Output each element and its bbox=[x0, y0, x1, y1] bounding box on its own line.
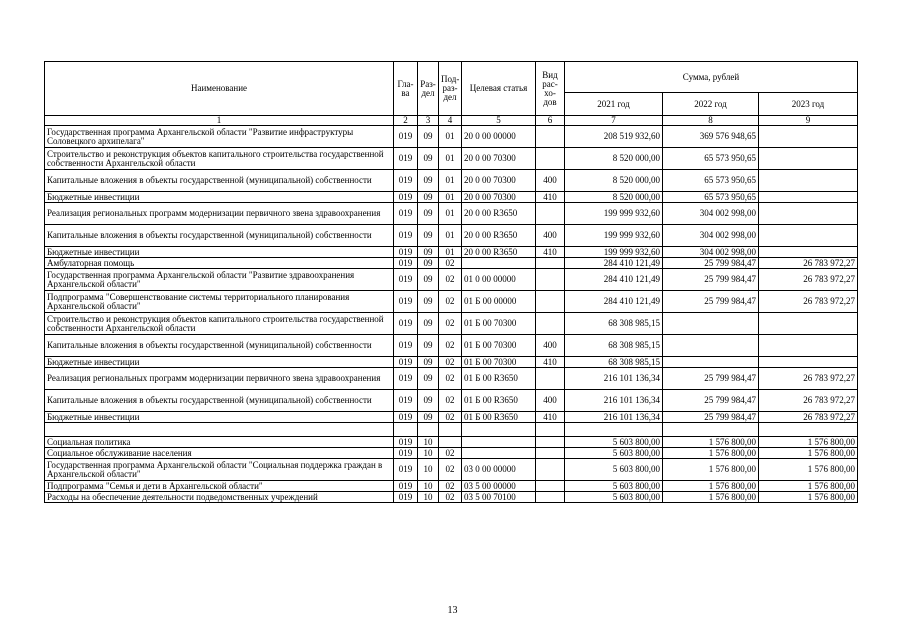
row-sum-2023: 26 783 972,27 bbox=[759, 291, 858, 313]
row-glava: 019 bbox=[394, 269, 418, 291]
row-name: Бюджетные инвестиции bbox=[45, 192, 394, 203]
row-glava: 019 bbox=[394, 481, 418, 492]
row-name: Капитальные вложения в объекты государственной (муниципальной) собственности bbox=[45, 170, 394, 192]
col-num: 5 bbox=[462, 116, 536, 126]
row-podrazdel: 02 bbox=[439, 357, 462, 368]
row-target: 20 0 00 00000 bbox=[462, 126, 536, 148]
col-num: 3 bbox=[418, 116, 439, 126]
row-sum-2021: 216 101 136,34 bbox=[565, 390, 663, 412]
table-row bbox=[45, 269, 858, 291]
row-razdel: 09 bbox=[418, 247, 439, 258]
row-target: 01 Б 00 R3650 bbox=[462, 390, 536, 412]
table-row bbox=[45, 481, 858, 492]
column-numbers-row bbox=[45, 116, 858, 126]
table-row bbox=[45, 148, 858, 170]
table-row bbox=[45, 390, 858, 412]
row-vid: 410 bbox=[536, 357, 565, 368]
page-number: 13 bbox=[447, 605, 458, 616]
row-podrazdel bbox=[439, 437, 462, 448]
row-glava: 019 bbox=[394, 437, 418, 448]
table-row bbox=[45, 423, 858, 437]
header-podrazdel: Под-раз-дел bbox=[439, 62, 462, 116]
row-sum-2023 bbox=[759, 148, 858, 170]
row-razdel: 09 bbox=[418, 170, 439, 192]
row-razdel: 09 bbox=[418, 357, 439, 368]
header-year-2022: 2022 год bbox=[663, 93, 759, 116]
row-podrazdel: 02 bbox=[439, 335, 462, 357]
table-row bbox=[45, 437, 858, 448]
table-row bbox=[45, 368, 858, 390]
row-name: Капитальные вложения в объекты государственной (муниципальной) собственности bbox=[45, 335, 394, 357]
row-sum-2022: 1 576 800,00 bbox=[663, 481, 759, 492]
row-razdel: 09 bbox=[418, 126, 439, 148]
row-sum-2023: 1 576 800,00 bbox=[759, 481, 858, 492]
row-sum-2022: 25 799 984,47 bbox=[663, 291, 759, 313]
budget-table bbox=[44, 61, 858, 503]
row-podrazdel: 02 bbox=[439, 269, 462, 291]
row-vid bbox=[536, 423, 565, 437]
row-target: 01 Б 00 70300 bbox=[462, 357, 536, 368]
col-num: 9 bbox=[759, 116, 858, 126]
col-num: 2 bbox=[394, 116, 418, 126]
col-num: 6 bbox=[536, 116, 565, 126]
row-sum-2022: 25 799 984,47 bbox=[663, 412, 759, 423]
table-row bbox=[45, 225, 858, 247]
row-podrazdel: 02 bbox=[439, 412, 462, 423]
row-sum-2021: 199 999 932,60 bbox=[565, 203, 663, 225]
row-target bbox=[462, 448, 536, 459]
row-razdel: 09 bbox=[418, 148, 439, 170]
row-sum-2022: 25 799 984,47 bbox=[663, 258, 759, 269]
header-sum: Сумма, рублей bbox=[565, 62, 858, 93]
row-podrazdel: 02 bbox=[439, 459, 462, 481]
row-sum-2022: 369 576 948,65 bbox=[663, 126, 759, 148]
row-vid bbox=[536, 368, 565, 390]
row-name: Государственная программа Архангельской области "Развитие инфраструктуры Соловецкого архипелага" bbox=[45, 126, 394, 148]
row-sum-2021: 199 999 932,60 bbox=[565, 225, 663, 247]
row-sum-2022: 25 799 984,47 bbox=[663, 390, 759, 412]
row-target bbox=[462, 437, 536, 448]
header-razdel: Раз-дел bbox=[418, 62, 439, 116]
row-glava: 019 bbox=[394, 492, 418, 503]
row-target: 01 Б 00 70300 bbox=[462, 313, 536, 335]
row-sum-2021: 284 410 121,49 bbox=[565, 291, 663, 313]
table-row bbox=[45, 126, 858, 148]
row-sum-2021: 8 520 000,00 bbox=[565, 170, 663, 192]
row-glava: 019 bbox=[394, 258, 418, 269]
row-vid: 400 bbox=[536, 225, 565, 247]
row-sum-2021: 216 101 136,34 bbox=[565, 412, 663, 423]
table-row bbox=[45, 412, 858, 423]
row-sum-2022: 25 799 984,47 bbox=[663, 269, 759, 291]
row-podrazdel: 02 bbox=[439, 368, 462, 390]
table-row bbox=[45, 170, 858, 192]
table-row bbox=[45, 247, 858, 258]
row-name: Подпрограмма "Совершенствование системы территориального планирования Архангельской области" bbox=[45, 291, 394, 313]
row-sum-2023: 1 576 800,00 bbox=[759, 492, 858, 503]
row-vid: 400 bbox=[536, 335, 565, 357]
row-sum-2021: 68 308 985,15 bbox=[565, 335, 663, 357]
row-target: 03 0 00 00000 bbox=[462, 459, 536, 481]
row-sum-2021: 199 999 932,60 bbox=[565, 247, 663, 258]
row-podrazdel: 01 bbox=[439, 203, 462, 225]
row-vid: 410 bbox=[536, 247, 565, 258]
col-num: 7 bbox=[565, 116, 663, 126]
row-razdel: 09 bbox=[418, 269, 439, 291]
header-year-2023: 2023 год bbox=[759, 93, 858, 116]
row-razdel: 09 bbox=[418, 368, 439, 390]
row-sum-2023: 26 783 972,27 bbox=[759, 390, 858, 412]
row-target: 01 Б 00 00000 bbox=[462, 291, 536, 313]
row-name: Бюджетные инвестиции bbox=[45, 247, 394, 258]
row-podrazdel: 01 bbox=[439, 225, 462, 247]
row-sum-2023 bbox=[759, 313, 858, 335]
row-podrazdel: 02 bbox=[439, 492, 462, 503]
row-sum-2021: 8 520 000,00 bbox=[565, 148, 663, 170]
row-vid bbox=[536, 203, 565, 225]
row-sum-2022: 1 576 800,00 bbox=[663, 448, 759, 459]
row-podrazdel: 01 bbox=[439, 148, 462, 170]
row-podrazdel: 01 bbox=[439, 170, 462, 192]
row-sum-2021: 216 101 136,34 bbox=[565, 368, 663, 390]
row-name: Расходы на обеспечение деятельности подведомственных учреждений bbox=[45, 492, 394, 503]
row-sum-2023 bbox=[759, 335, 858, 357]
row-vid: 400 bbox=[536, 390, 565, 412]
row-glava: 019 bbox=[394, 247, 418, 258]
header-name: Наименование bbox=[45, 62, 394, 116]
row-razdel: 09 bbox=[418, 203, 439, 225]
row-razdel: 09 bbox=[418, 390, 439, 412]
row-glava: 019 bbox=[394, 313, 418, 335]
row-sum-2022 bbox=[663, 335, 759, 357]
header-year-2021: 2021 год bbox=[565, 93, 663, 116]
row-sum-2021: 68 308 985,15 bbox=[565, 357, 663, 368]
row-sum-2023: 26 783 972,27 bbox=[759, 368, 858, 390]
row-sum-2023 bbox=[759, 126, 858, 148]
row-vid bbox=[536, 448, 565, 459]
row-sum-2021: 68 308 985,15 bbox=[565, 313, 663, 335]
row-razdel bbox=[418, 423, 439, 437]
row-sum-2023: 26 783 972,27 bbox=[759, 412, 858, 423]
col-num: 1 bbox=[45, 116, 394, 126]
row-razdel: 09 bbox=[418, 258, 439, 269]
row-razdel: 10 bbox=[418, 459, 439, 481]
row-sum-2022: 304 002 998,00 bbox=[663, 203, 759, 225]
row-sum-2023 bbox=[759, 170, 858, 192]
row-vid bbox=[536, 269, 565, 291]
row-glava: 019 bbox=[394, 225, 418, 247]
row-sum-2023: 1 576 800,00 bbox=[759, 459, 858, 481]
row-razdel: 09 bbox=[418, 335, 439, 357]
col-num: 8 bbox=[663, 116, 759, 126]
table-row bbox=[45, 335, 858, 357]
row-vid bbox=[536, 481, 565, 492]
row-sum-2023: 26 783 972,27 bbox=[759, 269, 858, 291]
row-name: Строительство и реконструкция объектов капитального строительства государственной собственности Архангельской области bbox=[45, 148, 394, 170]
table-row bbox=[45, 459, 858, 481]
row-name: Строительство и реконструкция объектов капитального строительства государственной собственности Архангельской области bbox=[45, 313, 394, 335]
row-sum-2021: 5 603 800,00 bbox=[565, 492, 663, 503]
row-sum-2021: 5 603 800,00 bbox=[565, 481, 663, 492]
row-sum-2021: 5 603 800,00 bbox=[565, 448, 663, 459]
row-name: Капитальные вложения в объекты государственной (муниципальной) собственности bbox=[45, 390, 394, 412]
row-name: Амбулаторная помощь bbox=[45, 258, 394, 269]
row-vid bbox=[536, 126, 565, 148]
row-target: 01 Б 00 R3650 bbox=[462, 368, 536, 390]
row-podrazdel: 02 bbox=[439, 313, 462, 335]
row-glava: 019 bbox=[394, 170, 418, 192]
row-vid bbox=[536, 148, 565, 170]
row-sum-2022: 1 576 800,00 bbox=[663, 437, 759, 448]
row-target: 20 0 00 R3650 bbox=[462, 225, 536, 247]
col-num: 4 bbox=[439, 116, 462, 126]
row-sum-2022: 25 799 984,47 bbox=[663, 368, 759, 390]
row-podrazdel: 01 bbox=[439, 247, 462, 258]
header-row-top bbox=[45, 62, 858, 93]
row-podrazdel: 02 bbox=[439, 390, 462, 412]
row-glava: 019 bbox=[394, 126, 418, 148]
row-vid: 410 bbox=[536, 192, 565, 203]
row-name: Реализация региональных программ модернизации первичного звена здравоохранения bbox=[45, 368, 394, 390]
table-row bbox=[45, 448, 858, 459]
row-razdel: 10 bbox=[418, 481, 439, 492]
row-glava: 019 bbox=[394, 357, 418, 368]
table-row bbox=[45, 291, 858, 313]
row-name bbox=[45, 423, 394, 437]
row-razdel: 10 bbox=[418, 492, 439, 503]
row-sum-2022: 1 576 800,00 bbox=[663, 459, 759, 481]
row-name: Бюджетные инвестиции bbox=[45, 357, 394, 368]
table-row bbox=[45, 192, 858, 203]
row-name: Подпрограмма "Семья и дети в Архангельской области" bbox=[45, 481, 394, 492]
row-razdel: 09 bbox=[418, 225, 439, 247]
row-sum-2021: 8 520 000,00 bbox=[565, 192, 663, 203]
row-name: Капитальные вложения в объекты государственной (муниципальной) собственности bbox=[45, 225, 394, 247]
row-sum-2023 bbox=[759, 225, 858, 247]
row-target: 20 0 00 70300 bbox=[462, 192, 536, 203]
row-podrazdel: 02 bbox=[439, 481, 462, 492]
row-sum-2023: 1 576 800,00 bbox=[759, 448, 858, 459]
row-name: Государственная программа Архангельской области "Развитие здравоохранения Архангельской области" bbox=[45, 269, 394, 291]
row-target: 01 Б 00 70300 bbox=[462, 335, 536, 357]
row-sum-2022: 304 002 998,00 bbox=[663, 225, 759, 247]
row-sum-2022: 65 573 950,65 bbox=[663, 192, 759, 203]
row-sum-2022: 65 573 950,65 bbox=[663, 148, 759, 170]
row-sum-2022 bbox=[663, 313, 759, 335]
row-vid bbox=[536, 437, 565, 448]
row-glava bbox=[394, 423, 418, 437]
row-target: 03 5 00 00000 bbox=[462, 481, 536, 492]
row-sum-2021 bbox=[565, 423, 663, 437]
row-vid bbox=[536, 313, 565, 335]
row-sum-2022: 304 002 998,00 bbox=[663, 247, 759, 258]
header-target: Целевая статья bbox=[462, 62, 536, 116]
row-razdel: 09 bbox=[418, 192, 439, 203]
row-target: 01 Б 00 R3650 bbox=[462, 412, 536, 423]
row-sum-2023 bbox=[759, 192, 858, 203]
row-podrazdel: 02 bbox=[439, 258, 462, 269]
row-sum-2022 bbox=[663, 423, 759, 437]
row-podrazdel bbox=[439, 423, 462, 437]
row-vid: 410 bbox=[536, 412, 565, 423]
row-podrazdel: 02 bbox=[439, 448, 462, 459]
row-glava: 019 bbox=[394, 203, 418, 225]
row-podrazdel: 01 bbox=[439, 192, 462, 203]
row-name: Социальное обслуживание населения bbox=[45, 448, 394, 459]
row-sum-2023 bbox=[759, 357, 858, 368]
row-vid bbox=[536, 459, 565, 481]
row-podrazdel: 02 bbox=[439, 291, 462, 313]
row-name: Государственная программа Архангельской области "Социальная поддержка граждан в Архангельской области" bbox=[45, 459, 394, 481]
row-glava: 019 bbox=[394, 148, 418, 170]
row-sum-2021: 284 410 121,49 bbox=[565, 269, 663, 291]
row-glava: 019 bbox=[394, 291, 418, 313]
row-target: 20 0 00 70300 bbox=[462, 170, 536, 192]
row-sum-2023 bbox=[759, 203, 858, 225]
table-row bbox=[45, 203, 858, 225]
row-sum-2022: 1 576 800,00 bbox=[663, 492, 759, 503]
row-sum-2021: 5 603 800,00 bbox=[565, 437, 663, 448]
row-sum-2022 bbox=[663, 357, 759, 368]
row-sum-2023 bbox=[759, 423, 858, 437]
row-vid bbox=[536, 291, 565, 313]
row-vid bbox=[536, 492, 565, 503]
row-target: 01 0 00 00000 bbox=[462, 269, 536, 291]
row-razdel: 09 bbox=[418, 412, 439, 423]
row-glava: 019 bbox=[394, 368, 418, 390]
table-row bbox=[45, 357, 858, 368]
row-sum-2023: 26 783 972,27 bbox=[759, 258, 858, 269]
row-sum-2021: 5 603 800,00 bbox=[565, 459, 663, 481]
row-sum-2022: 65 573 950,65 bbox=[663, 170, 759, 192]
table-row bbox=[45, 258, 858, 269]
row-sum-2021: 208 519 932,60 bbox=[565, 126, 663, 148]
row-sum-2023: 1 576 800,00 bbox=[759, 437, 858, 448]
row-razdel: 10 bbox=[418, 448, 439, 459]
row-glava: 019 bbox=[394, 412, 418, 423]
row-glava: 019 bbox=[394, 192, 418, 203]
row-vid: 400 bbox=[536, 170, 565, 192]
row-target: 20 0 00 70300 bbox=[462, 148, 536, 170]
row-target: 20 0 00 R3650 bbox=[462, 247, 536, 258]
row-razdel: 09 bbox=[418, 313, 439, 335]
row-sum-2021: 284 410 121,49 bbox=[565, 258, 663, 269]
row-glava: 019 bbox=[394, 335, 418, 357]
row-name: Социальная политика bbox=[45, 437, 394, 448]
row-glava: 019 bbox=[394, 448, 418, 459]
table-row bbox=[45, 313, 858, 335]
row-razdel: 09 bbox=[418, 291, 439, 313]
row-glava: 019 bbox=[394, 459, 418, 481]
header-vid: Вид рас-хо-дов bbox=[536, 62, 565, 116]
row-razdel: 10 bbox=[418, 437, 439, 448]
row-name: Реализация региональных программ модернизации первичного звена здравоохранения bbox=[45, 203, 394, 225]
row-target: 03 5 00 70100 bbox=[462, 492, 536, 503]
row-target bbox=[462, 258, 536, 269]
row-glava: 019 bbox=[394, 390, 418, 412]
row-sum-2023 bbox=[759, 247, 858, 258]
row-vid bbox=[536, 258, 565, 269]
header-glava: Гла-ва bbox=[394, 62, 418, 116]
row-name: Бюджетные инвестиции bbox=[45, 412, 394, 423]
row-target: 20 0 00 R3650 bbox=[462, 203, 536, 225]
row-podrazdel: 01 bbox=[439, 126, 462, 148]
row-target bbox=[462, 423, 536, 437]
table-row bbox=[45, 492, 858, 503]
